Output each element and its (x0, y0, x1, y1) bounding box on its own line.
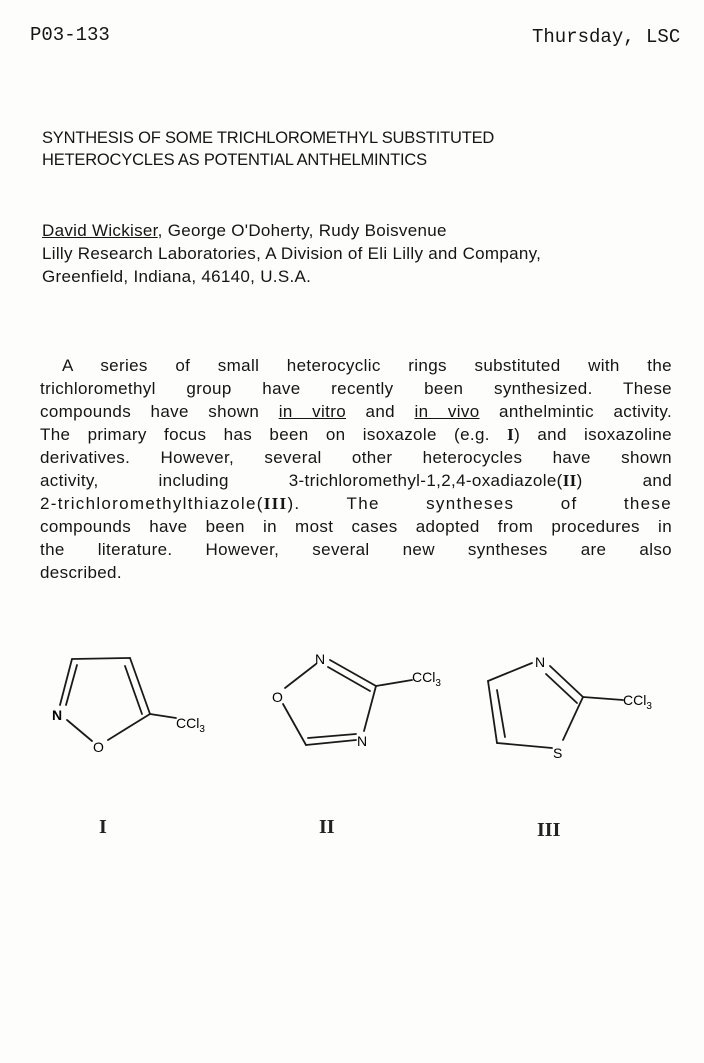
affiliation-line-1: Lilly Research Laboratories, A Division of Eli Lilly and Company, (42, 244, 542, 263)
compound-ref-III: III (263, 494, 288, 513)
structure-label-II: II (319, 816, 335, 838)
author-block (42, 219, 541, 288)
atom-label: N (52, 707, 63, 723)
chemical-structures (0, 630, 704, 860)
atom-label: N (535, 654, 546, 670)
abstract-line: 2-trichloromethylthiazole(III). The syntheses of these (40, 494, 672, 513)
abstract-line: described. (40, 563, 122, 582)
in-vitro-text: in vitro (278, 402, 347, 421)
atom-label: N (315, 651, 326, 667)
structure-label-III: III (537, 819, 561, 841)
substituent-label: CCl$_3$ (412, 669, 441, 689)
atom-label: O (272, 689, 283, 705)
compound-ref-II: II (562, 471, 577, 490)
substituent-label: CCl$_3$ (176, 715, 205, 735)
abstract (40, 354, 672, 584)
session-info: Thursday, LSC (532, 26, 681, 48)
affiliation-line-2: Greenfield, Indiana, 46140, U.S.A. (42, 267, 312, 286)
in-vivo-text: in vivo (414, 402, 480, 421)
paper-title (42, 127, 494, 171)
document-code: P03-133 (30, 24, 110, 46)
abstract-line: the literature. However, several new syntheses are also (40, 540, 672, 559)
presenting-author: David Wickiser (42, 221, 158, 240)
atom-label: N (357, 733, 368, 749)
abstract-line: trichloromethyl group have recently been synthesized. These (40, 379, 672, 398)
abstract-line: derivatives. However, several other heterocycles have shown (40, 448, 672, 467)
title-line-2: HETEROCYCLES AS POTENTIAL ANTHELMINTICS (42, 151, 427, 169)
abstract-line: compounds have been in most cases adopted from procedures in (40, 517, 672, 536)
title-line-1: SYNTHESIS OF SOME TRICHLOROMETHYL SUBSTITUTED (42, 129, 495, 147)
atom-label: O (93, 739, 104, 755)
abstract-line: activity, including 3-trichloromethyl-1,2,4-oxadiazole(II) and (40, 471, 672, 490)
substituent-label: CCl$_3$ (623, 692, 652, 712)
structure-label-I: I (99, 816, 107, 838)
abstract-line: compounds have shown in vitro and in vivo anthelmintic activity. (40, 402, 673, 421)
compound-ref-I: I (507, 425, 515, 444)
abstract-line: A series of small heterocyclic rings substituted with the (62, 356, 672, 375)
abstract-line: The primary focus has been on isoxazole (e.g. I) and isoxazoline (40, 425, 672, 444)
author-line (42, 219, 541, 242)
co-authors: , George O'Doherty, Rudy Boisvenue (157, 221, 447, 240)
atom-label: S (553, 745, 563, 761)
